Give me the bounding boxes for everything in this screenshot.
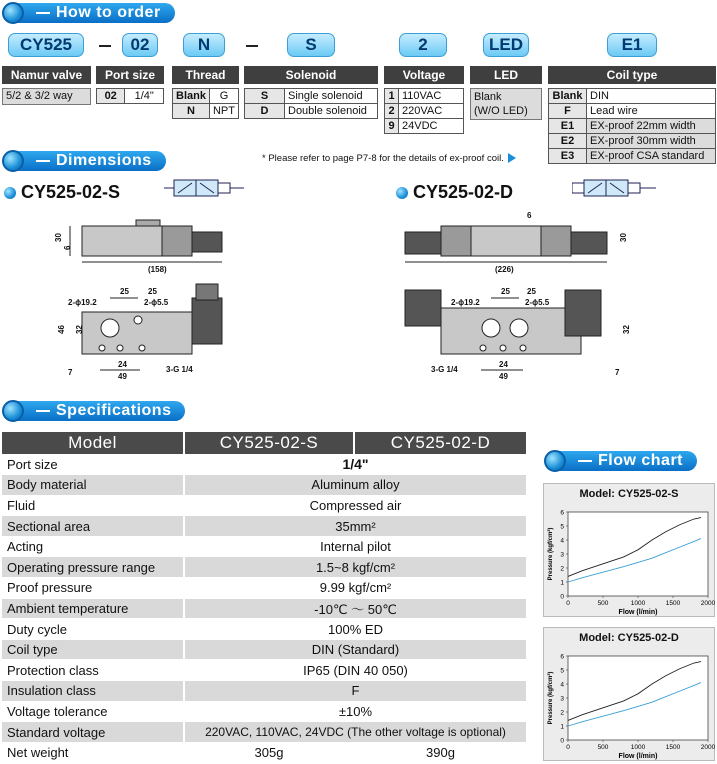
port-value: 1/4" — [125, 89, 164, 104]
voltage-value: 24VDC — [399, 119, 464, 134]
dim-d-24: 24 — [499, 360, 508, 369]
voltage-header: Voltage — [384, 66, 464, 84]
dim-d-25a: 25 — [501, 287, 510, 296]
spec-value: F — [184, 681, 526, 702]
spec-header-model: Model — [2, 432, 184, 454]
valve-symbol-d-icon — [572, 174, 664, 204]
section-bullet-icon — [2, 150, 24, 172]
spec-value: 1/4" — [184, 454, 526, 475]
chart-svg — [544, 628, 716, 762]
arrow-right-icon — [508, 153, 516, 163]
table-row — [2, 598, 526, 619]
spec-label: Acting — [2, 536, 184, 557]
coil-code: E2 — [549, 134, 587, 149]
code-solenoid-pill: S — [287, 33, 335, 57]
coil-code: F — [549, 104, 587, 119]
coil-value: EX-proof 22mm width — [587, 119, 716, 134]
table-row — [2, 536, 526, 557]
chart-title: Model: CY525-02-S — [579, 488, 679, 500]
y-tick-label: 4 — [560, 681, 564, 689]
flow-chart-title: Flow chart — [598, 452, 684, 469]
dim-s-6: 6 — [63, 245, 72, 250]
spec-label: Standard voltage — [2, 722, 184, 743]
bullet-icon — [396, 187, 408, 199]
coil-type-table — [548, 88, 716, 164]
y-tick-label: 1 — [560, 579, 564, 587]
valve-symbol-s-icon — [162, 174, 254, 204]
drawing-d — [395, 212, 635, 392]
x-tick-label: 1000 — [630, 744, 646, 751]
coil-code: E3 — [549, 149, 587, 164]
order-dash — [246, 45, 258, 47]
spec-header-d: CY525-02-D — [354, 432, 526, 454]
spec-value: Compressed air — [184, 495, 526, 516]
table-row — [2, 722, 526, 743]
spec-value: -10℃ ～ 50℃ — [184, 598, 526, 619]
chart-svg — [544, 484, 716, 618]
thread-header: Thread — [172, 66, 239, 84]
spec-value: 1.5~8 kgf/cm² — [184, 557, 526, 578]
model-title-s-text: CY525-02-S — [21, 182, 121, 202]
y-tick-label: 0 — [560, 737, 564, 745]
x-axis-label: Flow (l/min) — [618, 609, 658, 616]
spec-value: 35mm² — [184, 516, 526, 537]
dim-d-25b: 25 — [527, 287, 536, 296]
coil-code: Blank — [549, 89, 587, 104]
port-code: 02 — [97, 89, 125, 104]
spec-header-s: CY525-02-S — [184, 432, 354, 454]
spec-value: 100% ED — [184, 619, 526, 640]
dimensions-title: Dimensions — [56, 152, 152, 169]
x-tick-label: 500 — [597, 600, 609, 607]
specifications-title: Specifications — [56, 402, 172, 419]
voltage-table — [384, 88, 464, 134]
chart-title: Model: CY525-02-D — [579, 632, 679, 644]
ex-proof-note-text: * Please refer to page P7-8 for the details of ex-proof coil. — [262, 153, 504, 164]
code-led-pill: LED — [483, 33, 529, 57]
spec-label: Duty cycle — [2, 619, 184, 640]
spec-label: Net weight — [2, 742, 184, 763]
voltage-value: 220VAC — [399, 104, 464, 119]
y-tick-label: 2 — [560, 709, 564, 717]
x-tick-label: 2000 — [700, 600, 716, 607]
solenoid-code: S — [245, 89, 285, 104]
coil-value: EX-proof CSA standard — [587, 149, 716, 164]
drawing-s — [40, 212, 260, 392]
code-voltage-pill: 2 — [399, 33, 447, 57]
model-title-d-text: CY525-02-D — [413, 182, 514, 202]
how-to-order-title: How to order — [56, 4, 161, 21]
spec-value: Aluminum alloy — [184, 475, 526, 496]
dim-s-port-a: 2-ϕ19.2 — [68, 298, 97, 307]
table-row — [2, 619, 526, 640]
thread-code: N — [173, 104, 210, 119]
how-to-order-heading — [2, 2, 175, 24]
dim-d-226: (226) — [495, 265, 514, 274]
dimensions-heading — [2, 150, 166, 172]
specifications-heading — [2, 400, 185, 422]
y-tick-label: 3 — [560, 695, 564, 703]
model-title-d — [396, 182, 513, 203]
voltage-code: 9 — [385, 119, 399, 134]
led-value: Blank (W/O LED) — [470, 88, 542, 120]
y-axis-label: Pressure (kgf/cm²) — [548, 527, 554, 581]
dim-s-49: 49 — [118, 372, 127, 381]
dim-d-32: 32 — [622, 325, 631, 334]
spec-label: Coil type — [2, 639, 184, 660]
table-row — [2, 475, 526, 496]
spec-value: 220VAC, 110VAC, 24VDC (The other voltage is optional) — [184, 722, 526, 743]
coil-type-header: Coil type — [548, 66, 716, 84]
y-tick-label: 4 — [560, 537, 564, 545]
dim-d-port-b: 2-ϕ5.5 — [525, 298, 550, 307]
table-row — [2, 578, 526, 599]
spec-value: DIN (Standard) — [184, 639, 526, 660]
dim-d-thread: 3-G 1/4 — [431, 365, 458, 374]
y-axis-label: Pressure (kgf/cm²) — [548, 671, 554, 725]
y-tick-label: 6 — [560, 653, 564, 661]
port-size-table — [96, 88, 164, 104]
spec-value-d: 390g — [354, 742, 526, 763]
dim-s-7: 7 — [68, 368, 73, 377]
spec-label: Fluid — [2, 495, 184, 516]
spec-label: Port size — [2, 454, 184, 475]
coil-value: EX-proof 30mm width — [587, 134, 716, 149]
thread-value: G — [209, 89, 238, 104]
bullet-icon — [4, 187, 16, 199]
dim-d-7: 7 — [615, 368, 620, 377]
table-row — [2, 639, 526, 660]
port-size-header: Port size — [96, 66, 164, 84]
x-tick-label: 1000 — [630, 600, 646, 607]
code-thread-pill: N — [183, 33, 225, 57]
voltage-code: 1 — [385, 89, 399, 104]
model-title-s — [4, 182, 120, 203]
section-bullet-icon — [544, 450, 566, 472]
plot-area — [568, 656, 708, 740]
table-row — [2, 557, 526, 578]
x-tick-label: 2000 — [700, 744, 716, 751]
plot-area — [568, 512, 708, 596]
dim-s-thread: 3-G 1/4 — [166, 365, 193, 374]
solenoid-value: Double solenoid — [285, 104, 378, 119]
dim-s-32: 32 — [75, 325, 84, 334]
dim-s-24: 24 — [118, 360, 127, 369]
spec-value: ±10% — [184, 701, 526, 722]
solenoid-code: D — [245, 104, 285, 119]
dim-d-49: 49 — [499, 372, 508, 381]
y-tick-label: 6 — [560, 509, 564, 517]
voltage-code: 2 — [385, 104, 399, 119]
thread-value: NPT — [209, 104, 238, 119]
coil-value: Lead wire — [587, 104, 716, 119]
flow-chart-heading — [544, 450, 697, 472]
table-row — [2, 681, 526, 702]
x-tick-label: 0 — [566, 744, 570, 751]
voltage-value: 110VAC — [399, 89, 464, 104]
table-row — [2, 495, 526, 516]
coil-code: E1 — [549, 119, 587, 134]
spec-label: Ambient temperature — [2, 598, 184, 619]
solenoid-table — [244, 88, 378, 119]
x-tick-label: 0 — [566, 600, 570, 607]
spec-label: Operating pressure range — [2, 557, 184, 578]
x-tick-label: 1500 — [665, 600, 681, 607]
spec-label: Proof pressure — [2, 578, 184, 599]
code-port-pill: 02 — [122, 33, 158, 57]
y-tick-label: 0 — [560, 593, 564, 601]
spec-label: Sectional area — [2, 516, 184, 537]
table-row — [2, 701, 526, 722]
y-tick-label: 3 — [560, 551, 564, 559]
led-header: LED — [470, 66, 542, 84]
dim-d-port-a: 2-ϕ19.2 — [451, 298, 480, 307]
spec-label: Insulation class — [2, 681, 184, 702]
spec-table — [2, 432, 526, 763]
coil-value: DIN — [587, 89, 716, 104]
x-tick-label: 500 — [597, 744, 609, 751]
thread-code: Blank — [173, 89, 210, 104]
table-row — [2, 516, 526, 537]
spec-value: IP65 (DIN 40 050) — [184, 660, 526, 681]
spec-value-s: 305g — [184, 742, 354, 763]
y-tick-label: 5 — [560, 523, 564, 531]
dim-s-30: 30 — [54, 233, 63, 242]
x-tick-label: 1500 — [665, 744, 681, 751]
y-tick-label: 1 — [560, 723, 564, 731]
spec-label: Voltage tolerance — [2, 701, 184, 722]
table-row — [2, 454, 526, 475]
code-coil-pill: E1 — [607, 33, 657, 57]
section-bullet-icon — [2, 2, 24, 24]
section-bullet-icon — [2, 400, 24, 422]
solenoid-value: Single solenoid — [285, 89, 378, 104]
solenoid-header: Solenoid — [244, 66, 378, 84]
thread-table — [172, 88, 239, 119]
order-dash — [99, 45, 111, 47]
dim-s-25b: 25 — [148, 287, 157, 296]
y-tick-label: 5 — [560, 667, 564, 675]
flow-chart-d — [543, 627, 715, 761]
table-row — [2, 660, 526, 681]
dim-s-25a: 25 — [120, 287, 129, 296]
spec-value: 9.99 kgf/cm² — [184, 578, 526, 599]
ex-proof-note — [262, 153, 516, 164]
dim-s-158: (158) — [148, 265, 167, 274]
dim-s-46: 46 — [57, 325, 66, 334]
y-tick-label: 2 — [560, 565, 564, 573]
x-axis-label: Flow (l/min) — [618, 753, 658, 760]
namur-value: 5/2 & 3/2 way — [2, 88, 91, 105]
flow-chart-s — [543, 483, 715, 617]
spec-label: Body material — [2, 475, 184, 496]
spec-value: Internal pilot — [184, 536, 526, 557]
dim-d-6: 6 — [527, 212, 532, 220]
namur-header: Namur valve — [2, 66, 91, 84]
spec-label: Protection class — [2, 660, 184, 681]
table-row — [2, 742, 526, 763]
code-model-pill: CY525 — [8, 33, 84, 57]
dim-d-30: 30 — [619, 233, 628, 242]
dim-s-port-b: 2-ϕ5.5 — [144, 298, 169, 307]
